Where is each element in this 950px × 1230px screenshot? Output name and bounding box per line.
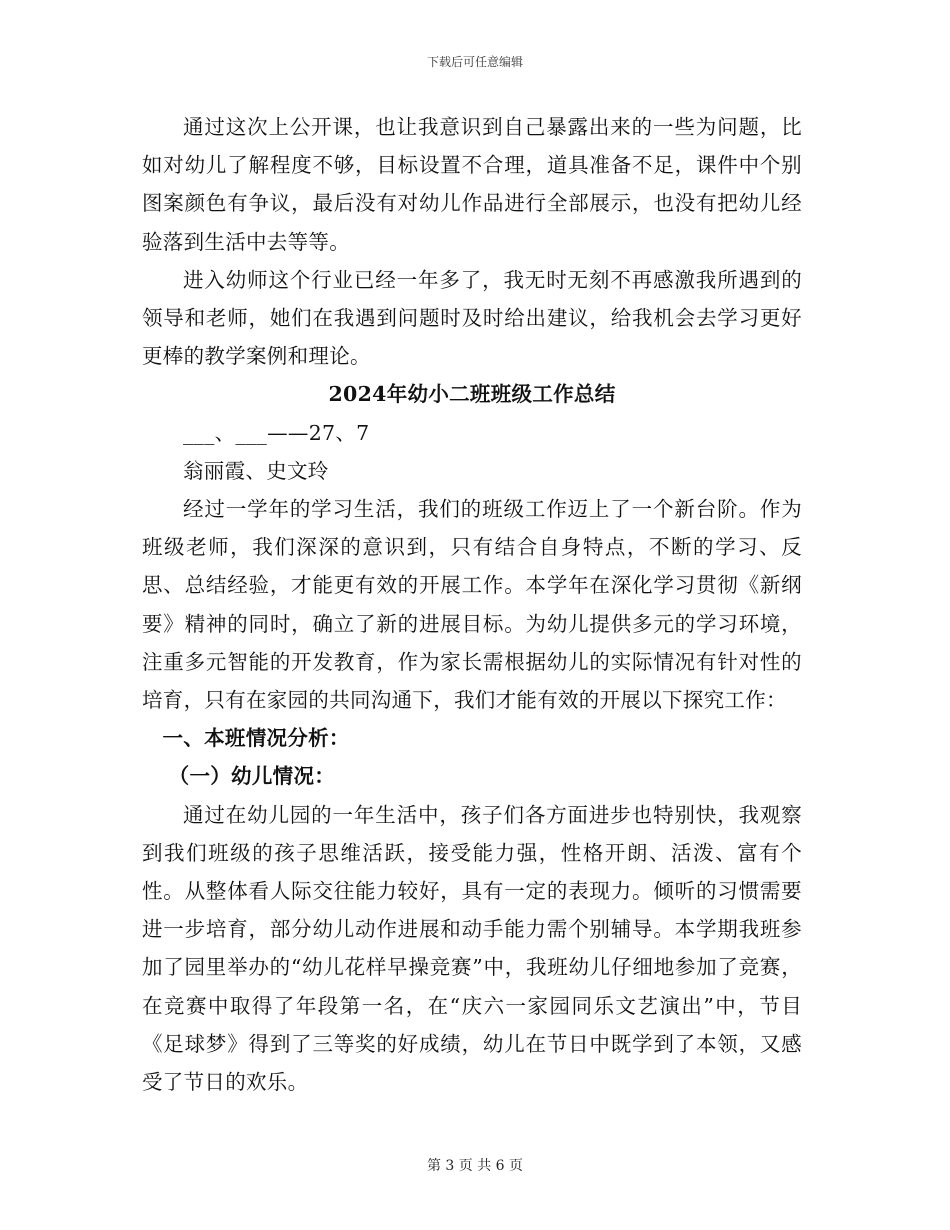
document-title: 2024年幼小二班班级工作总结: [328, 382, 616, 407]
page-number: 第 3 页 共 6 页: [426, 1158, 524, 1174]
subsection-heading-children: （一）幼儿情况：: [168, 764, 336, 789]
header-note: 下载后可任意编辑: [426, 55, 523, 69]
paragraph-gratitude: 进入幼师这个行业已经一年多了，我无时无刻不再感激我所遇到的领导和老师，她们在我遇到问题时及时给出建议，给我机会去学习更好更棒的教学案例和理论。: [142, 267, 802, 369]
authors-line: 翁丽霞、史文玲: [183, 458, 329, 483]
paragraph-children-situation: 通过在幼儿园的一年生活中，孩子们各方面进步也特别快，我观察到我们班级的孩子思维活跃，接受能力强，性格开朗、活泼、富有个性。从整体看人际交往能力较好，具有一定的表现力。倾听的习惯需要进一步培育，部分幼儿动作进展和动手能力需个别辅导。本学期我班参加了园里举办的“幼儿花样早操竞赛”中，我班幼儿仔细地参加了竞赛，在竞赛中取得了年段第一名，在“庆六一家园同乐文艺演出”中，节目《足球梦》得到了三等奖的好成绩，幼儿在节日中既学到了本领，又感受了节日的欢乐。: [142, 802, 802, 1095]
paragraph-introduction: 经过一学年的学习生活，我们的班级工作迈上了一个新台阶。作为班级老师，我们深深的意识到，只有结合自身特点，不断的学习、反思、总结经验，才能更有效的开展工作。本学年在深化学习贯彻《新纲要》精神的同时，确立了新的进展目标。为幼儿提供多元的学习环境，注重多元智能的开发教育，作为家长需根据幼儿的实际情况有针对性的培育，只有在家园的共同沟通下，我们才能有效的开展以下探究工作：: [142, 497, 802, 713]
date-line: ___、___——27、7: [183, 420, 370, 445]
paragraph-open-class-reflection: 通过这次上公开课，也让我意识到自己暴露出来的一些为问题，比如对幼儿了解程度不够，目标设置不合理，道具准备不足，课件中个别图案颜色有争议，最后没有对幼儿作品进行全部展示，也没有把幼儿经验落到生活中去等等。: [142, 115, 802, 254]
section-heading-class-analysis: 一、本班情况分析：: [162, 726, 350, 751]
document-body: [142, 108, 802, 1101]
